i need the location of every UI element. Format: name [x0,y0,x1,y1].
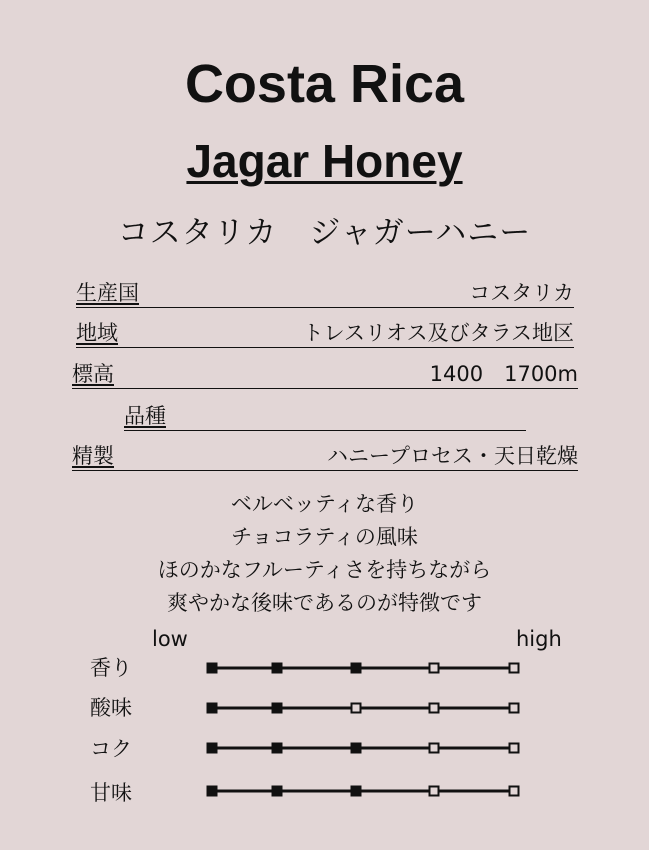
rating-marker-empty [352,704,361,713]
rating-marker-empty [510,744,519,753]
rating-marker-filled [207,663,217,673]
scale-high-label: high [516,627,562,651]
origin-title: Costa Rica [184,54,465,114]
rating-marker-filled [272,663,282,673]
rating-marker-filled [207,743,217,753]
rating-label-acidity: 酸味 [90,696,132,720]
spec-value: ハニープロセス・天日乾燥 [327,444,578,468]
description-line: ベルベッティな香り [230,492,419,516]
rating-marker-empty [510,787,519,796]
rating-marker-empty [510,664,519,673]
description-line: チョコラティの風味 [231,525,418,549]
rating-marker-filled [207,703,217,713]
spec-value: トレスリオス及びタラス地区 [302,321,574,345]
rating-marker-empty [430,744,439,753]
spec-value: コスタリカ [469,281,574,305]
rating-marker-empty [430,787,439,796]
rating-marker-empty [430,664,439,673]
rating-marker-filled [272,703,282,713]
rating-marker-filled [351,663,361,673]
rating-marker-filled [272,786,282,796]
rating-label-sweetness: 甘味 [90,781,132,805]
rating-marker-filled [207,786,217,796]
rating-marker-filled [351,786,361,796]
rating-marker-empty [510,704,519,713]
rating-marker-filled [272,743,282,753]
spec-value: 1400 1700m [429,362,578,386]
spec-label: 地域 [76,321,118,345]
rating-marker-filled [351,743,361,753]
rating-label-aroma: 香り [90,656,132,680]
coffee-name-text: Jagar Honey [186,135,463,187]
scale-low-label: low [152,627,188,651]
spec-label: 品種 [124,404,166,428]
rating-label-body: コク [90,737,132,761]
spec-label: 生産国 [76,281,139,305]
coffee-name-japanese: コスタリカ ジャガーハニー [117,215,532,251]
spec-label: 精製 [72,444,114,468]
description-line: 爽やかな後味であるのが特徴です [167,591,482,615]
rating-marker-empty [430,704,439,713]
description-line: ほのかなフルーティさを持ちながら [157,558,492,582]
spec-label: 標高 [72,362,114,386]
